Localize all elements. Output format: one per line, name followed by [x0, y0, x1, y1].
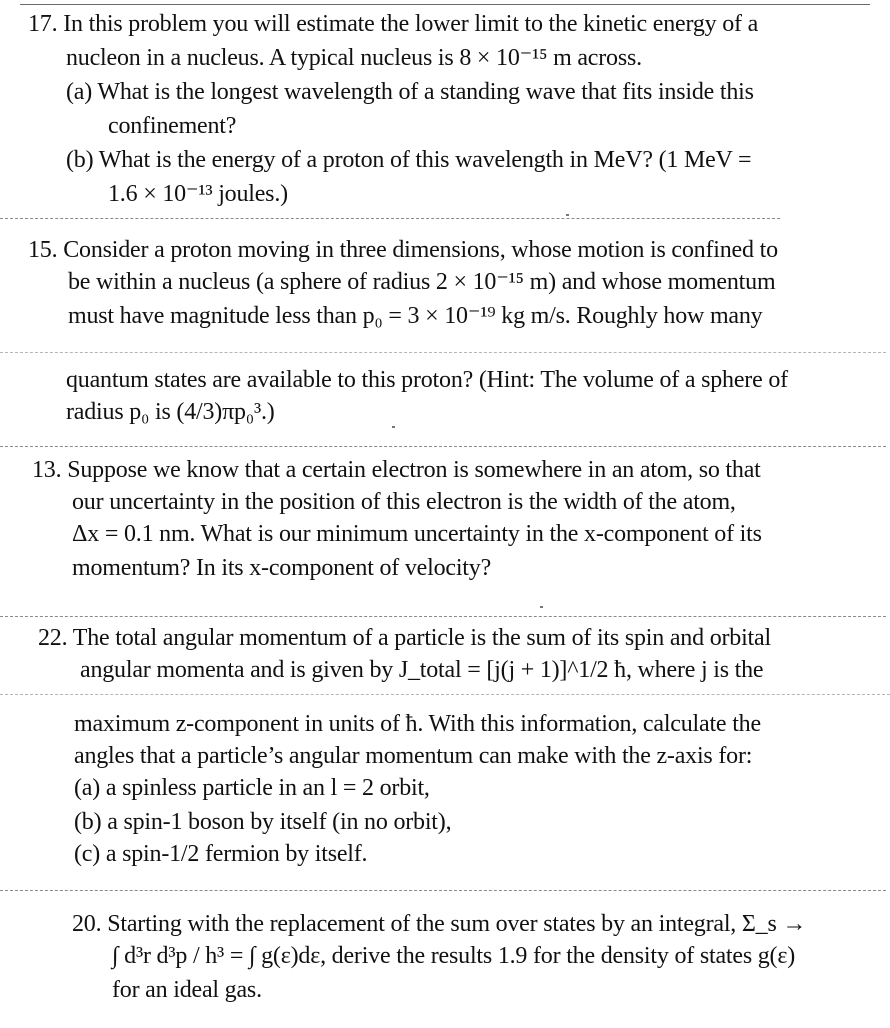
problem-17-line-2 [66, 44, 642, 72]
problem-text: nucleon in a nucleus. A typical nucleus is 8 × 10⁻¹⁵ m across. [66, 45, 642, 71]
problem-text: angles that a particle’s angular momentum can make with the z-axis for: [74, 743, 753, 769]
cut-rule [0, 694, 890, 695]
problem-13-line-3 [72, 520, 762, 548]
problem-22-line-1 [38, 624, 771, 652]
problem-text: Consider a proton moving in three dimensions, whose motion is confined to [63, 237, 778, 263]
problem-text: In this problem you will estimate the lower limit to the kinetic energy of a [63, 11, 759, 37]
problem-20-line-1 [72, 910, 806, 938]
problem-text: Suppose we know that a certain electron is somewhere in an atom, so that [67, 457, 761, 483]
problem-text: be within a nucleus (a sphere of radius 2 × 10⁻¹⁵ m) and whose momentum [68, 269, 776, 295]
problem-20-line-2 [112, 942, 795, 970]
problem-number: 13. [32, 457, 62, 483]
problem-22-part-a [74, 774, 430, 802]
part-text: What is the energy of a proton of this wavelength in MeV? (1 MeV = [98, 147, 752, 173]
problem-13-line-4 [72, 554, 491, 582]
problem-text: must have magnitude less than p₀ = 3 × 10⁻¹⁹ kg m/s. Roughly how many [68, 303, 763, 329]
cut-rule [0, 218, 780, 219]
part-label: (b) [66, 147, 94, 173]
part-label: (b) [74, 809, 102, 835]
problem-text: momentum? In its x-component of velocity? [72, 555, 492, 581]
problem-15-line-3 [68, 302, 762, 330]
problem-text: ∫ d³r d³p / h³ = ∫ g(ε)dε, derive the results 1.9 for the density of states g(ε) [112, 943, 796, 969]
cut-rule [0, 352, 886, 353]
cut-rule [0, 890, 886, 891]
problem-15-line-5 [66, 398, 275, 426]
problem-20-line-3 [112, 976, 262, 1004]
problem-text: for an ideal gas. [112, 977, 262, 1003]
part-text: a spinless particle in an l = 2 orbit, [105, 775, 430, 801]
part-text: a spin-1/2 fermion by itself. [105, 841, 368, 867]
part-label: (a) [74, 775, 101, 801]
part-text: 1.6 × 10⁻¹³ joules.) [108, 181, 288, 207]
problem-text: radius p₀ is (4/3)πp₀³.) [66, 399, 275, 425]
problem-22-line-3 [74, 710, 761, 738]
problem-text: angular momenta and is given by J_total = [j(j + 1)]^1/2 ħ, where j is the [80, 657, 764, 683]
problem-number: 22. [38, 625, 68, 651]
part-text: What is the longest wavelength of a standing wave that fits inside this [97, 79, 754, 105]
top-rule [20, 4, 870, 5]
part-text: a spin-1 boson by itself (in no orbit), [107, 809, 452, 835]
problem-22-line-2 [80, 656, 763, 684]
problem-17-part-b [66, 146, 751, 174]
part-label: (c) [74, 841, 101, 867]
problem-17-part-a [66, 78, 754, 106]
problem-text: maximum z-component in units of ħ. With this information, calculate the [74, 711, 761, 737]
scan-speck [540, 606, 543, 608]
problem-text: Starting with the replacement of the sum over states by an integral, Σ_s → [107, 911, 807, 937]
problem-number: 17. [28, 11, 58, 37]
problem-text: our uncertainty in the position of this electron is the width of the atom, [72, 489, 736, 515]
problem-number: 15. [28, 237, 58, 263]
cut-rule [0, 446, 886, 447]
part-text: confinement? [108, 113, 237, 139]
problem-15-line-4 [66, 366, 788, 394]
problem-text: Δx = 0.1 nm. What is our minimum uncertainty in the x-component of its [72, 521, 762, 547]
problem-13-line-2 [72, 488, 736, 516]
problem-17-part-b-cont [108, 180, 288, 208]
problem-15-line-1 [28, 236, 778, 264]
cut-rule [0, 616, 886, 617]
problem-number: 20. [72, 911, 102, 937]
problem-22-part-b [74, 808, 451, 836]
problem-13-line-1 [32, 456, 761, 484]
problem-15-line-2 [68, 268, 775, 296]
problem-text: quantum states are available to this proton? (Hint: The volume of a sphere of [66, 367, 788, 393]
problem-17-part-a-cont [108, 112, 236, 140]
part-label: (a) [66, 79, 93, 105]
scan-speck [392, 426, 395, 428]
scan-speck [566, 214, 569, 216]
problem-22-part-c [74, 840, 367, 868]
problem-text: The total angular momentum of a particle is the sum of its spin and orbital [72, 625, 771, 651]
problem-22-line-4 [74, 742, 752, 770]
problem-17-line-1 [28, 10, 758, 38]
